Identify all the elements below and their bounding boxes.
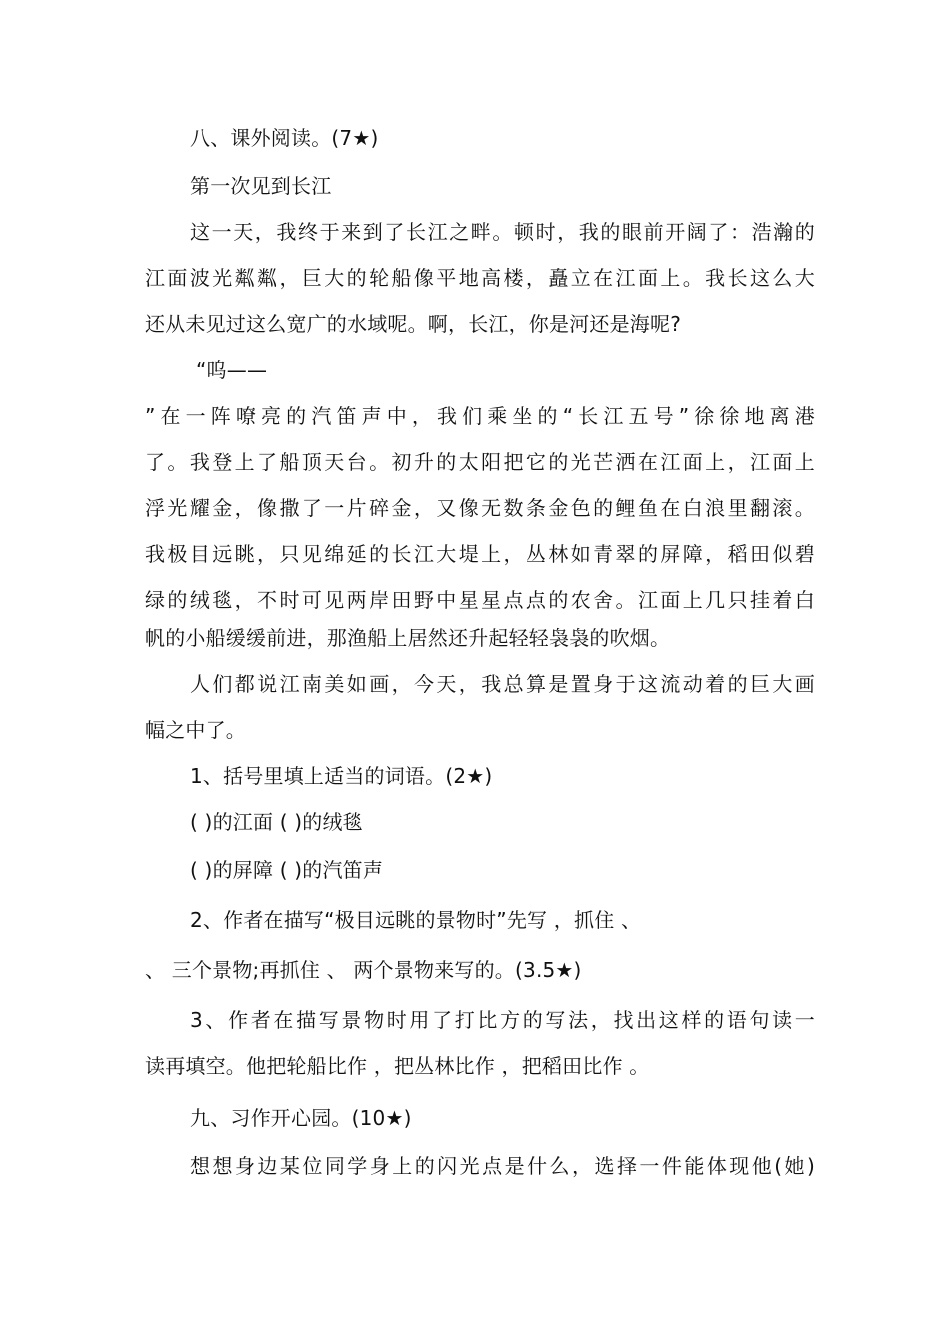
passage-line: 幅之中了。 (145, 718, 246, 742)
question-one: 1、括号里填上适当的词语。(2★) (190, 764, 493, 788)
writing-prompt: 想想身边某位同学身上的闪光点是什么，选择一件能体现他(她) (190, 1154, 815, 1178)
question-two: 、 三个景物;再抓住 、 两个景物来写的。(3.5★) (145, 958, 582, 982)
question-one-blanks: ( )的屏障 ( )的汽笛声 (190, 858, 384, 882)
passage-line: 江面波光粼粼，巨大的轮船像平地高楼，矗立在江面上。我长这么大 (145, 266, 815, 290)
question-three: 3、作者在描写景物时用了打比方的写法，找出这样的语句读一 (190, 1008, 815, 1032)
section-eight-heading: 八、课外阅读。(7★) (190, 126, 379, 150)
passage-line: 了。我登上了船顶天台。初升的太阳把它的光芒洒在江面上，江面上 (145, 450, 815, 474)
question-two: 2、作者在描写“极目远眺的景物时”先写 ，抓住 、 (190, 908, 642, 932)
passage-line: 人们都说江南美如画，今天，我总算是置身于这流动着的巨大画 (190, 672, 815, 696)
passage-line: 浮光耀金，像撒了一片碎金，又像无数条金色的鲤鱼在白浪里翻滚。 (145, 496, 815, 520)
passage-line: “呜—— (196, 358, 268, 382)
section-nine-heading: 九、习作开心园。(10★) (190, 1106, 412, 1130)
passage-line: 绿的绒毯，不时可见两岸田野中星星点点的农舍。江面上几只挂着白 (145, 588, 815, 612)
question-one-blanks: ( )的江面 ( )的绒毯 (190, 810, 363, 834)
passage-line: 这一天，我终于来到了长江之畔。顿时，我的眼前开阔了：浩瀚的 (190, 220, 815, 244)
passage-title: 第一次见到长江 (190, 174, 332, 198)
question-three: 读再填空。他把轮船比作 ，把丛林比作 ，把稻田比作 。 (145, 1054, 650, 1078)
passage-line: ”在一阵嘹亮的汽笛声中，我们乘坐的“长江五号”徐徐地离港 (145, 404, 815, 428)
passage-line: 我极目远眺，只见绵延的长江大堤上，丛林如青翠的屏障，稻田似碧 (145, 542, 815, 566)
passage-line: 还从未见过这么宽广的水域呢。啊，长江，你是河还是海呢? (145, 312, 682, 336)
passage-line: 帆的小船缓缓前进，那渔船上居然还升起轻轻袅袅的吹烟。 (145, 626, 671, 650)
